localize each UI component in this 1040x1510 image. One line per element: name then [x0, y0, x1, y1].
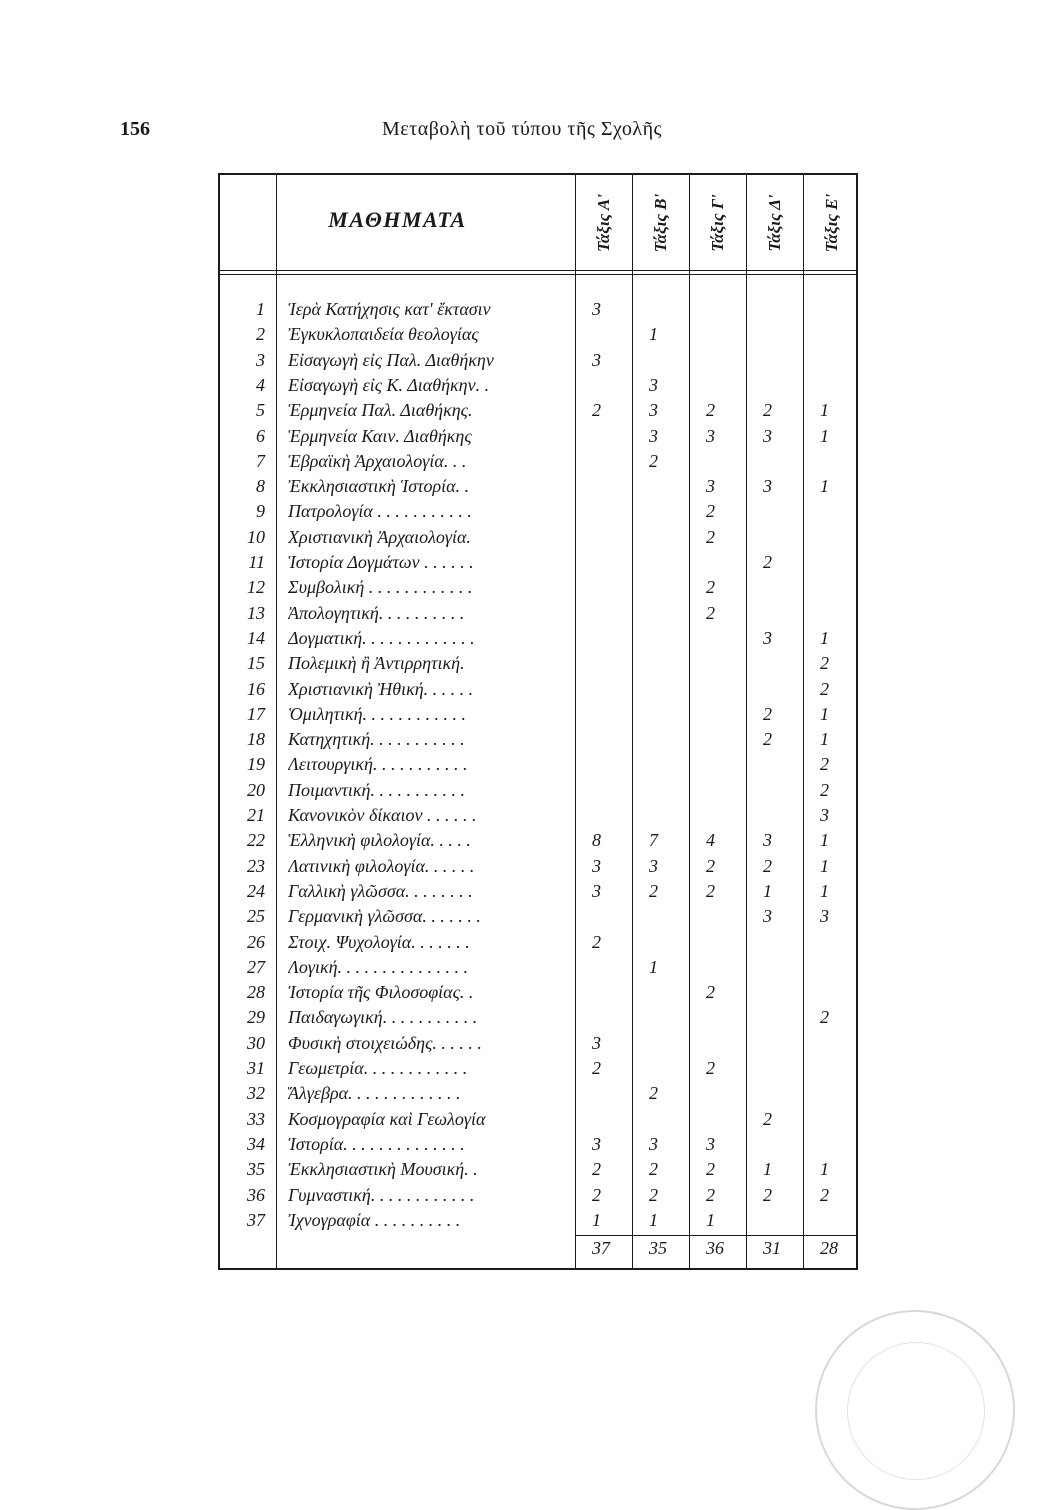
hours-cell: 4 — [706, 830, 715, 851]
row-number: 10 — [247, 526, 265, 547]
hours-cell: 3 — [763, 476, 772, 497]
table-row — [220, 424, 860, 449]
hours-cell: 2 — [763, 855, 772, 876]
class-header — [689, 175, 746, 270]
subject-name: Λατινικὴ φιλολογία. . . . . . — [288, 855, 475, 876]
row-number: 13 — [247, 602, 265, 623]
table-row — [220, 778, 860, 803]
hours-cell: 2 — [706, 1058, 715, 1078]
subject-name: Γυμναστική. . . . . . . . . . . . — [288, 1184, 475, 1205]
subject-name: Συμβολική . . . . . . . . . . . . — [288, 577, 473, 598]
class-header — [575, 175, 632, 270]
subject-name: Ἑρμηνεία Καιν. Διαθήκης — [288, 425, 472, 446]
subject-name: Γαλλικὴ γλῶσσα. . . . . . . . — [288, 880, 473, 901]
hours-cell: 1 — [592, 1209, 601, 1230]
row-rule — [220, 270, 856, 271]
row-number: 3 — [256, 349, 265, 370]
hours-cell: 2 — [592, 400, 601, 421]
subject-name: Πολεμικὴ ἢ Ἀντιρρητική. — [288, 653, 465, 674]
hours-cell: 2 — [763, 400, 772, 421]
subject-name: Ποιμαντική. . . . . . . . . . . — [288, 779, 465, 800]
curriculum-table — [218, 173, 858, 1270]
hours-cell: 1 — [820, 425, 829, 446]
hours-cell: 3 — [592, 855, 601, 876]
table-heading: ΜΑΘΗΜΑΤΑ — [328, 207, 467, 232]
row-number: 4 — [256, 374, 265, 395]
row-number: 12 — [247, 577, 265, 598]
hours-cell: 3 — [706, 476, 715, 497]
row-number: 11 — [248, 552, 265, 572]
table-row — [220, 702, 860, 727]
hours-cell: 2 — [820, 678, 829, 699]
table-row — [220, 752, 860, 777]
subject-name: Ἑρμηνεία Παλ. Διαθήκης. — [288, 400, 473, 421]
row-number: 37 — [247, 1209, 265, 1230]
subject-name: Κατηχητική. . . . . . . . . . . — [288, 729, 465, 750]
class-header-label: Τάξις Ε' — [821, 193, 841, 252]
row-number: 36 — [247, 1184, 265, 1205]
hours-cell: 3 — [763, 627, 772, 648]
hours-cell: 2 — [706, 982, 715, 1003]
subject-name: Γερμανικὴ γλῶσσα. . . . . . . — [288, 906, 481, 927]
row-number: 14 — [247, 627, 265, 648]
row-number: 16 — [247, 678, 265, 699]
class-header — [632, 175, 689, 270]
table-row — [220, 904, 860, 929]
table-row — [220, 1056, 860, 1081]
class-header-label: Τάξις Α' — [593, 193, 613, 252]
page-header — [120, 118, 720, 148]
table-row — [220, 525, 860, 550]
table-row — [220, 803, 860, 828]
table-row — [220, 955, 860, 980]
row-number: 8 — [256, 476, 265, 497]
hours-cell: 2 — [649, 880, 658, 901]
subject-name: Ἑλληνικὴ φιλολογία. . . . . — [288, 830, 471, 851]
hours-cell: 3 — [592, 1032, 601, 1053]
library-stamp-icon — [815, 1310, 1015, 1510]
subject-name: Ἱερὰ Κατήχησις κατ' ἔκτασιν — [288, 299, 491, 319]
hours-cell: 3 — [820, 805, 829, 825]
subject-name: Ἱστορία. . . . . . . . . . . . . . — [288, 1133, 465, 1154]
hours-cell: 2 — [649, 1083, 658, 1104]
hours-cell: 2 — [592, 931, 601, 952]
table-row — [220, 828, 860, 853]
table-row — [220, 854, 860, 879]
hours-cell: 2 — [820, 1007, 829, 1028]
subject-name: Ἐγκυκλοπαιδεία θεολογίας — [288, 324, 479, 345]
hours-cell: 1 — [820, 703, 829, 724]
row-number: 22 — [247, 830, 265, 851]
table-row — [220, 651, 860, 676]
hours-cell: 2 — [592, 1159, 601, 1180]
row-number: 29 — [247, 1007, 265, 1028]
row-number: 31 — [247, 1058, 265, 1078]
hours-cell: 1 — [820, 1159, 829, 1180]
table-row — [220, 1132, 860, 1157]
table-row — [220, 1031, 860, 1056]
class-header-label: Τάξις Β' — [650, 193, 670, 252]
hours-cell: 1 — [763, 1159, 772, 1180]
hours-cell: 2 — [649, 1159, 658, 1180]
row-number: 27 — [247, 956, 265, 977]
hours-cell: 2 — [649, 1184, 658, 1205]
hours-cell: 3 — [649, 425, 658, 446]
row-number: 26 — [247, 931, 265, 952]
hours-cell: 3 — [763, 830, 772, 851]
stamp-inner-ring — [847, 1342, 985, 1480]
subject-name: Κανονικὸν δίκαιον . . . . . . — [288, 805, 477, 825]
row-number: 33 — [247, 1108, 265, 1129]
hours-cell: 3 — [592, 349, 601, 370]
running-title: Μεταβολὴ τοῦ τύπου τῆς Σχολῆς — [382, 118, 662, 140]
row-rule — [220, 274, 856, 275]
subject-name: Ἄλγεβρα. . . . . . . . . . . . . — [288, 1083, 461, 1104]
hours-cell: 2 — [706, 1184, 715, 1205]
table-row — [220, 297, 860, 322]
table-row — [220, 449, 860, 474]
row-number: 35 — [247, 1159, 265, 1180]
hours-cell: 2 — [820, 779, 829, 800]
hours-cell: 1 — [820, 830, 829, 851]
subject-name: Ὁμιλητική. . . . . . . . . . . . — [288, 703, 467, 724]
table-row — [220, 980, 860, 1005]
table-row — [220, 930, 860, 955]
row-number: 30 — [247, 1032, 265, 1053]
hours-cell: 2 — [649, 450, 658, 471]
row-number: 18 — [247, 729, 265, 750]
class-header-label: Τάξις Δ' — [764, 193, 784, 252]
row-number: 9 — [256, 501, 265, 522]
totals-row — [220, 1236, 860, 1261]
table-row — [220, 1208, 860, 1233]
hours-cell: 2 — [763, 729, 772, 750]
subject-name: Κοσμογραφία καὶ Γεωλογία — [288, 1108, 486, 1129]
page-number: 156 — [120, 118, 150, 140]
total-cell: 36 — [706, 1238, 724, 1259]
hours-cell: 1 — [649, 324, 658, 345]
table-row — [220, 626, 860, 651]
table-row — [220, 499, 860, 524]
hours-cell: 3 — [649, 855, 658, 876]
hours-cell: 2 — [706, 602, 715, 623]
row-number: 32 — [247, 1083, 265, 1104]
row-number: 19 — [247, 754, 265, 775]
hours-cell: 2 — [706, 400, 715, 421]
hours-cell: 2 — [820, 754, 829, 775]
subject-name: Εἰσαγωγὴ εἰς Παλ. Διαθήκην — [288, 349, 494, 370]
hours-cell: 1 — [820, 855, 829, 876]
hours-cell: 3 — [763, 906, 772, 927]
hours-cell: 2 — [706, 526, 715, 547]
row-number: 28 — [247, 982, 265, 1003]
row-number: 24 — [247, 880, 265, 901]
total-cell: 37 — [592, 1238, 610, 1259]
hours-cell: 2 — [763, 703, 772, 724]
hours-cell: 2 — [820, 653, 829, 674]
hours-cell: 7 — [649, 830, 658, 851]
row-number: 2 — [256, 324, 265, 345]
subject-name: Ἐκκλησιαστικὴ Ἱστορία. . — [288, 476, 470, 497]
hours-cell: 1 — [820, 400, 829, 421]
table-row — [220, 1005, 860, 1030]
hours-cell: 1 — [820, 880, 829, 901]
row-number: 23 — [247, 855, 265, 876]
subject-name: Στοιχ. Ψυχολογία. . . . . . . — [288, 931, 470, 952]
hours-cell: 2 — [706, 855, 715, 876]
hours-cell: 1 — [649, 956, 658, 977]
subject-name: Χριστιανικὴ Ἠθική. . . . . . — [288, 678, 474, 699]
subject-name: Παιδαγωγική. . . . . . . . . . . — [288, 1007, 478, 1028]
subject-name: Ἱστορία Δογμάτων . . . . . . — [288, 552, 474, 572]
hours-cell: 3 — [820, 906, 829, 927]
subject-name: Λογική. . . . . . . . . . . . . . . — [288, 956, 469, 977]
class-header-label: Τάξις Γ' — [707, 193, 727, 252]
hours-cell: 3 — [592, 299, 601, 319]
hours-cell: 2 — [763, 552, 772, 572]
subject-name: Ἰχνογραφία . . . . . . . . . . — [288, 1209, 461, 1230]
row-number: 25 — [247, 906, 265, 927]
hours-cell: 2 — [592, 1058, 601, 1078]
row-number: 20 — [247, 779, 265, 800]
subject-name: Πατρολογία . . . . . . . . . . . — [288, 501, 472, 522]
hours-cell: 3 — [592, 880, 601, 901]
subject-name: Χριστιανικὴ Ἀρχαιολογία. — [288, 526, 471, 547]
table-row — [220, 1183, 860, 1208]
subject-name: Εἰσαγωγὴ εἰς Κ. Διαθήκην. . — [288, 374, 490, 395]
table-row — [220, 1081, 860, 1106]
table-row — [220, 575, 860, 600]
table-row — [220, 322, 860, 347]
hours-cell: 3 — [649, 1133, 658, 1154]
hours-cell: 3 — [649, 400, 658, 421]
table-row — [220, 474, 860, 499]
hours-cell: 2 — [706, 880, 715, 901]
subject-name: Ἑβραϊκὴ Ἀρχαιολογία. . . — [288, 450, 467, 471]
hours-cell: 2 — [820, 1184, 829, 1205]
hours-cell: 1 — [820, 476, 829, 497]
hours-cell: 3 — [649, 374, 658, 395]
row-number: 34 — [247, 1133, 265, 1154]
row-number: 7 — [256, 450, 265, 471]
hours-cell: 3 — [763, 425, 772, 446]
class-header — [746, 175, 803, 270]
row-number: 17 — [247, 703, 265, 724]
subject-name: Ἀπολογητική. . . . . . . . . . — [288, 602, 465, 623]
hours-cell: 3 — [706, 425, 715, 446]
hours-cell: 1 — [763, 880, 772, 901]
total-cell: 35 — [649, 1238, 667, 1259]
hours-cell: 1 — [706, 1209, 715, 1230]
table-row — [220, 601, 860, 626]
total-cell: 31 — [763, 1238, 781, 1259]
subject-name: Γεωμετρία. . . . . . . . . . . . — [288, 1058, 468, 1078]
row-number: 5 — [256, 400, 265, 421]
hours-cell: 3 — [706, 1133, 715, 1154]
hours-cell: 2 — [706, 577, 715, 598]
hours-cell: 2 — [763, 1184, 772, 1205]
subject-name: Ἐκκλησιαστικὴ Μουσική. . — [288, 1159, 478, 1180]
subject-name: Φυσικὴ στοιχειώδης. . . . . . — [288, 1032, 482, 1053]
table-row — [220, 398, 860, 423]
table-row — [220, 1157, 860, 1182]
table-row — [220, 1107, 860, 1132]
hours-cell: 1 — [820, 627, 829, 648]
table-row — [220, 373, 860, 398]
row-number: 1 — [256, 299, 265, 319]
row-number: 21 — [247, 805, 265, 825]
table-row — [220, 727, 860, 752]
total-cell: 28 — [820, 1238, 838, 1259]
table-row — [220, 348, 860, 373]
hours-cell: 8 — [592, 830, 601, 851]
subject-name: Δογματική. . . . . . . . . . . . . — [288, 627, 475, 648]
table-row — [220, 677, 860, 702]
row-number: 6 — [256, 425, 265, 446]
subject-name: Ἱστορία τῆς Φιλοσοφίας. . — [288, 982, 474, 1003]
table-row — [220, 879, 860, 904]
hours-cell: 2 — [763, 1108, 772, 1129]
hours-cell: 1 — [649, 1209, 658, 1230]
subject-name: Λειτουργική. . . . . . . . . . . — [288, 754, 468, 775]
table-row — [220, 550, 860, 575]
hours-cell: 2 — [706, 1159, 715, 1180]
hours-cell: 2 — [592, 1184, 601, 1205]
hours-cell: 1 — [820, 729, 829, 750]
class-header — [803, 175, 860, 270]
row-number: 15 — [247, 653, 265, 674]
hours-cell: 3 — [592, 1133, 601, 1154]
hours-cell: 2 — [706, 501, 715, 522]
